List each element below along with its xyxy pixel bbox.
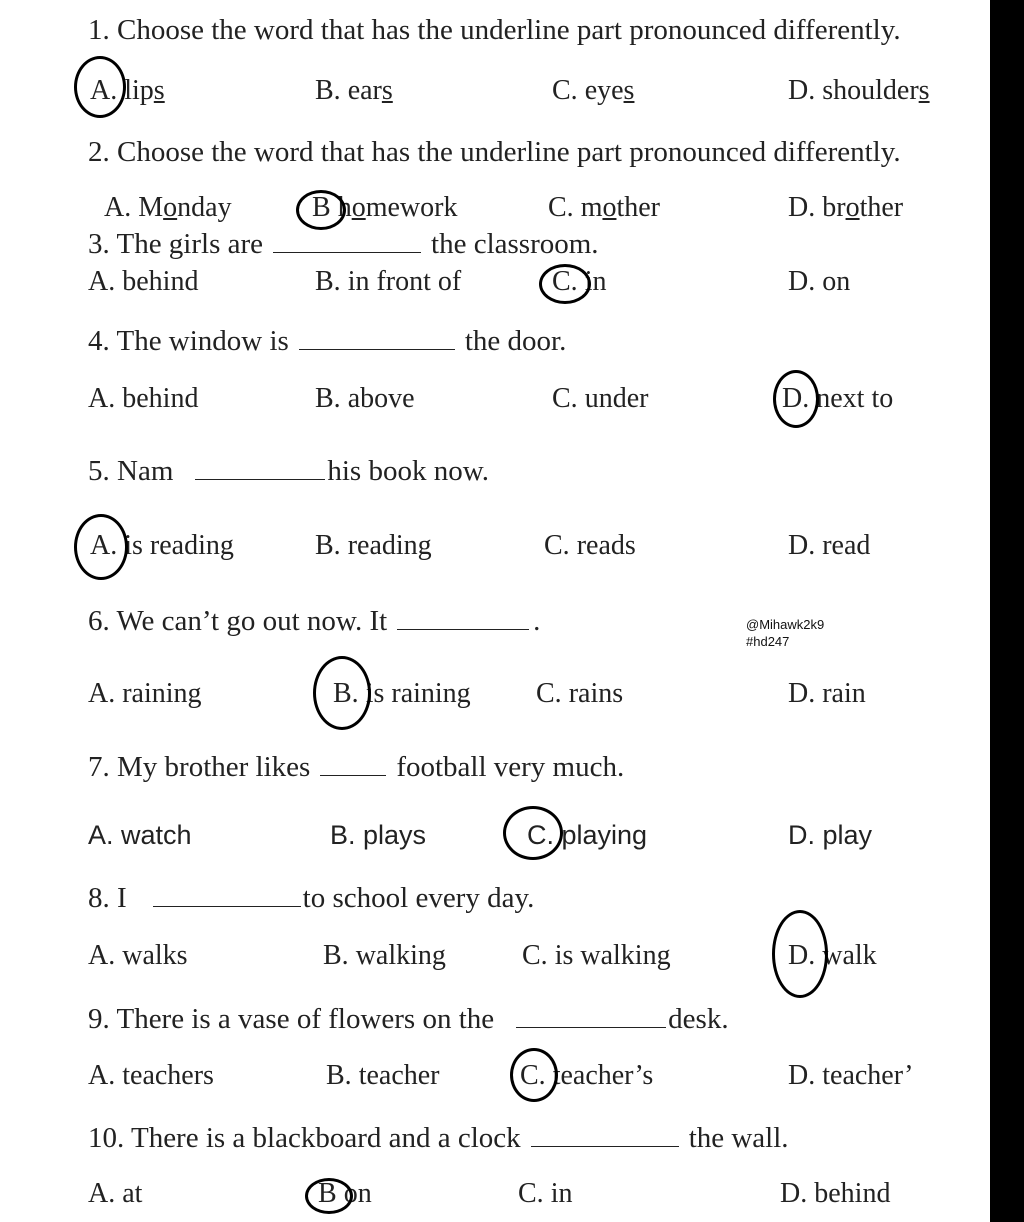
option-letter: B — [318, 1178, 337, 1209]
option-letter: A. — [90, 530, 118, 561]
question-7-stem — [88, 751, 624, 784]
q3-option-d[interactable] — [788, 266, 850, 298]
answer-circle-q7 — [503, 806, 563, 860]
option-text: teacher’ — [822, 1060, 914, 1091]
option-text: reading — [347, 530, 432, 561]
question-1-stem: 1. Choose the word that has the underline part pronounced differently. — [88, 14, 901, 46]
option-letter: C. — [522, 940, 548, 971]
option-letter: D. — [782, 383, 810, 414]
answer-blank — [516, 1005, 666, 1028]
q2-option-d[interactable] — [788, 192, 903, 224]
option-text: teachers — [122, 1060, 214, 1091]
option-text: behind — [122, 383, 199, 414]
option-text: walking — [355, 940, 446, 971]
answer-blank — [153, 884, 301, 907]
option-letter: B. — [326, 1060, 352, 1091]
option-text: rains — [568, 678, 624, 709]
q3-option-a[interactable] — [88, 266, 198, 298]
stem-text: the door. — [464, 325, 567, 357]
option-text: above — [347, 383, 415, 414]
q9-option-a[interactable] — [88, 1060, 214, 1092]
q8-option-a[interactable] — [88, 940, 188, 972]
option-letter: D. — [788, 1060, 816, 1091]
question-4-stem — [88, 325, 566, 358]
answer-circle-q10 — [305, 1178, 353, 1214]
option-letter: C. — [544, 530, 570, 561]
option-text: next to — [816, 383, 894, 414]
option-text: is walking — [554, 940, 671, 971]
q5-option-b[interactable] — [315, 530, 432, 562]
stem-text: 8. I — [88, 882, 127, 914]
stem-text: . — [533, 605, 541, 637]
option-letter: C. — [548, 192, 574, 223]
option-text: walk — [822, 940, 877, 971]
option-letter: D. — [788, 266, 816, 297]
q5-option-d[interactable] — [788, 530, 870, 562]
option-text: is reading — [124, 530, 234, 561]
watermark — [746, 616, 824, 650]
option-text-rest: nday — [177, 192, 232, 223]
answer-circle-q9 — [510, 1048, 558, 1102]
option-letter: D. — [788, 820, 815, 850]
answer-blank — [299, 327, 455, 350]
q4-option-c[interactable] — [552, 383, 648, 415]
option-underlined-part: s — [623, 75, 635, 106]
option-underlined-part: s — [918, 75, 930, 106]
option-text: play — [822, 820, 873, 850]
q10-option-c[interactable] — [518, 1178, 572, 1210]
option-letter: B. — [315, 75, 341, 106]
option-text: raining — [122, 678, 202, 709]
option-text: in front of — [347, 266, 462, 297]
answer-blank — [320, 753, 386, 776]
q7-option-d[interactable] — [788, 820, 872, 851]
question-6-stem — [88, 605, 540, 638]
q8-option-b[interactable] — [323, 940, 446, 972]
q6-option-c[interactable] — [536, 678, 623, 710]
q2-option-c[interactable] — [548, 192, 660, 224]
option-underlined-part: o — [602, 192, 617, 223]
stem-text: 4. The window is — [88, 325, 289, 357]
q9-option-b[interactable] — [326, 1060, 440, 1092]
q10-option-d[interactable] — [780, 1178, 890, 1210]
q6-option-a[interactable] — [88, 678, 202, 710]
option-text: br — [822, 192, 846, 223]
option-letter: C. — [552, 266, 578, 297]
option-text: behind — [122, 266, 199, 297]
option-letter: B — [312, 192, 331, 223]
answer-circle-q8 — [772, 910, 828, 998]
question-9-stem — [88, 1003, 729, 1036]
option-letter: C. — [536, 678, 562, 709]
option-letter: A. — [88, 383, 116, 414]
stem-text: the wall. — [688, 1122, 789, 1154]
option-underlined-part: o — [845, 192, 860, 223]
q5-option-c[interactable] — [544, 530, 636, 562]
stem-text: his book now. — [327, 455, 490, 487]
q1-option-c[interactable] — [552, 75, 634, 107]
stem-text: 7. My brother likes — [88, 751, 311, 783]
option-text: under — [584, 383, 649, 414]
option-text: teacher’s — [552, 1060, 654, 1091]
answer-circle-q3 — [539, 264, 591, 304]
q9-option-d[interactable] — [788, 1060, 913, 1092]
option-letter: B. — [315, 383, 341, 414]
q7-option-b[interactable] — [330, 820, 426, 851]
option-text: rain — [822, 678, 866, 709]
question-8-stem — [88, 882, 534, 915]
option-text: eye — [584, 75, 624, 106]
option-text: in — [584, 266, 607, 297]
option-text: watch — [121, 820, 192, 850]
option-letter: B. — [315, 266, 341, 297]
option-text: teacher — [358, 1060, 440, 1091]
option-letter: B. — [330, 820, 356, 850]
answer-blank — [273, 230, 421, 253]
option-text: ear — [347, 75, 382, 106]
q7-option-a[interactable] — [88, 820, 192, 851]
option-letter: B. — [333, 678, 359, 709]
option-text: shoulder — [822, 75, 919, 106]
question-2-stem: 2. Choose the word that has the underline part pronounced differently. — [88, 136, 901, 168]
option-letter: A. — [88, 678, 116, 709]
option-letter: A. — [88, 1178, 116, 1209]
option-text: on — [822, 266, 851, 297]
option-letter: B. — [315, 530, 341, 561]
option-letter: D. — [788, 75, 816, 106]
option-letter: A. — [90, 75, 118, 106]
stem-text: football very much. — [396, 751, 625, 783]
option-text: m — [580, 192, 603, 223]
stem-text: desk. — [668, 1003, 729, 1035]
q1-option-d[interactable] — [788, 75, 930, 107]
question-10-stem — [88, 1122, 789, 1155]
option-letter: C. — [518, 1178, 544, 1209]
stem-text: 5. Nam — [88, 455, 174, 487]
q4-option-a[interactable] — [88, 383, 198, 415]
option-text-rest: ther — [859, 192, 904, 223]
answer-circle-q1 — [74, 56, 126, 118]
q6-option-d[interactable] — [788, 678, 866, 710]
watermark-tag: #hd247 — [746, 634, 790, 649]
q3-option-b[interactable] — [315, 266, 461, 298]
stem-text: 10. There is a blackboard and a clock — [88, 1122, 521, 1154]
answer-circle-q6 — [313, 656, 371, 730]
stem-text: 6. We can’t go out now. It — [88, 605, 388, 637]
option-text: h — [337, 192, 352, 223]
option-letter: B. — [323, 940, 349, 971]
answer-blank — [531, 1124, 679, 1147]
option-text: lip — [124, 75, 154, 106]
stem-text: 3. The girls are — [88, 228, 264, 260]
option-letter: D. — [788, 940, 816, 971]
answer-circle-q2 — [296, 190, 346, 230]
option-text: on — [343, 1178, 372, 1209]
option-letter: A. — [88, 940, 116, 971]
option-letter: A. — [88, 820, 114, 850]
option-text: playing — [561, 820, 648, 850]
option-underlined-part: s — [381, 75, 393, 106]
watermark-handle: @Mihawk2k9 — [746, 617, 825, 632]
q8-option-c[interactable] — [522, 940, 671, 972]
option-text: in — [550, 1178, 573, 1209]
option-letter: C. — [552, 75, 578, 106]
option-letter: D. — [788, 530, 816, 561]
option-text-rest: mework — [365, 192, 458, 223]
option-underlined-part: s — [153, 75, 165, 106]
option-letter: D. — [788, 678, 816, 709]
question-5-stem — [88, 455, 489, 488]
q4-option-b[interactable] — [315, 383, 415, 415]
q1-option-b[interactable] — [315, 75, 393, 107]
option-letter: C. — [527, 820, 554, 850]
option-underlined-part: o — [163, 192, 178, 223]
stem-text: the classroom. — [431, 228, 599, 260]
option-letter: C. — [520, 1060, 546, 1091]
option-letter: D. — [788, 192, 816, 223]
stem-text: to school every day. — [302, 882, 535, 914]
option-text-rest: ther — [616, 192, 660, 223]
option-text: at — [122, 1178, 143, 1209]
answer-blank — [397, 607, 529, 630]
stem-text: 9. There is a vase of flowers on the — [88, 1003, 495, 1035]
option-letter: D. — [780, 1178, 808, 1209]
option-text: M — [138, 192, 164, 223]
answer-circle-q5 — [74, 514, 128, 580]
option-text: behind — [814, 1178, 891, 1209]
option-text: plays — [363, 820, 427, 850]
answer-circle-q4 — [773, 370, 819, 428]
option-text: reads — [576, 530, 636, 561]
option-text: read — [822, 530, 871, 561]
q10-option-a[interactable] — [88, 1178, 142, 1210]
option-underlined-part: o — [351, 192, 366, 223]
option-letter: A. — [104, 192, 132, 223]
q2-option-a[interactable] — [104, 192, 232, 224]
option-letter: A. — [88, 1060, 116, 1091]
question-3-stem — [88, 228, 599, 261]
option-text: is raining — [365, 678, 471, 709]
answer-blank — [195, 457, 325, 480]
option-text: walks — [122, 940, 188, 971]
option-letter: C. — [552, 383, 578, 414]
option-letter: A. — [88, 266, 116, 297]
